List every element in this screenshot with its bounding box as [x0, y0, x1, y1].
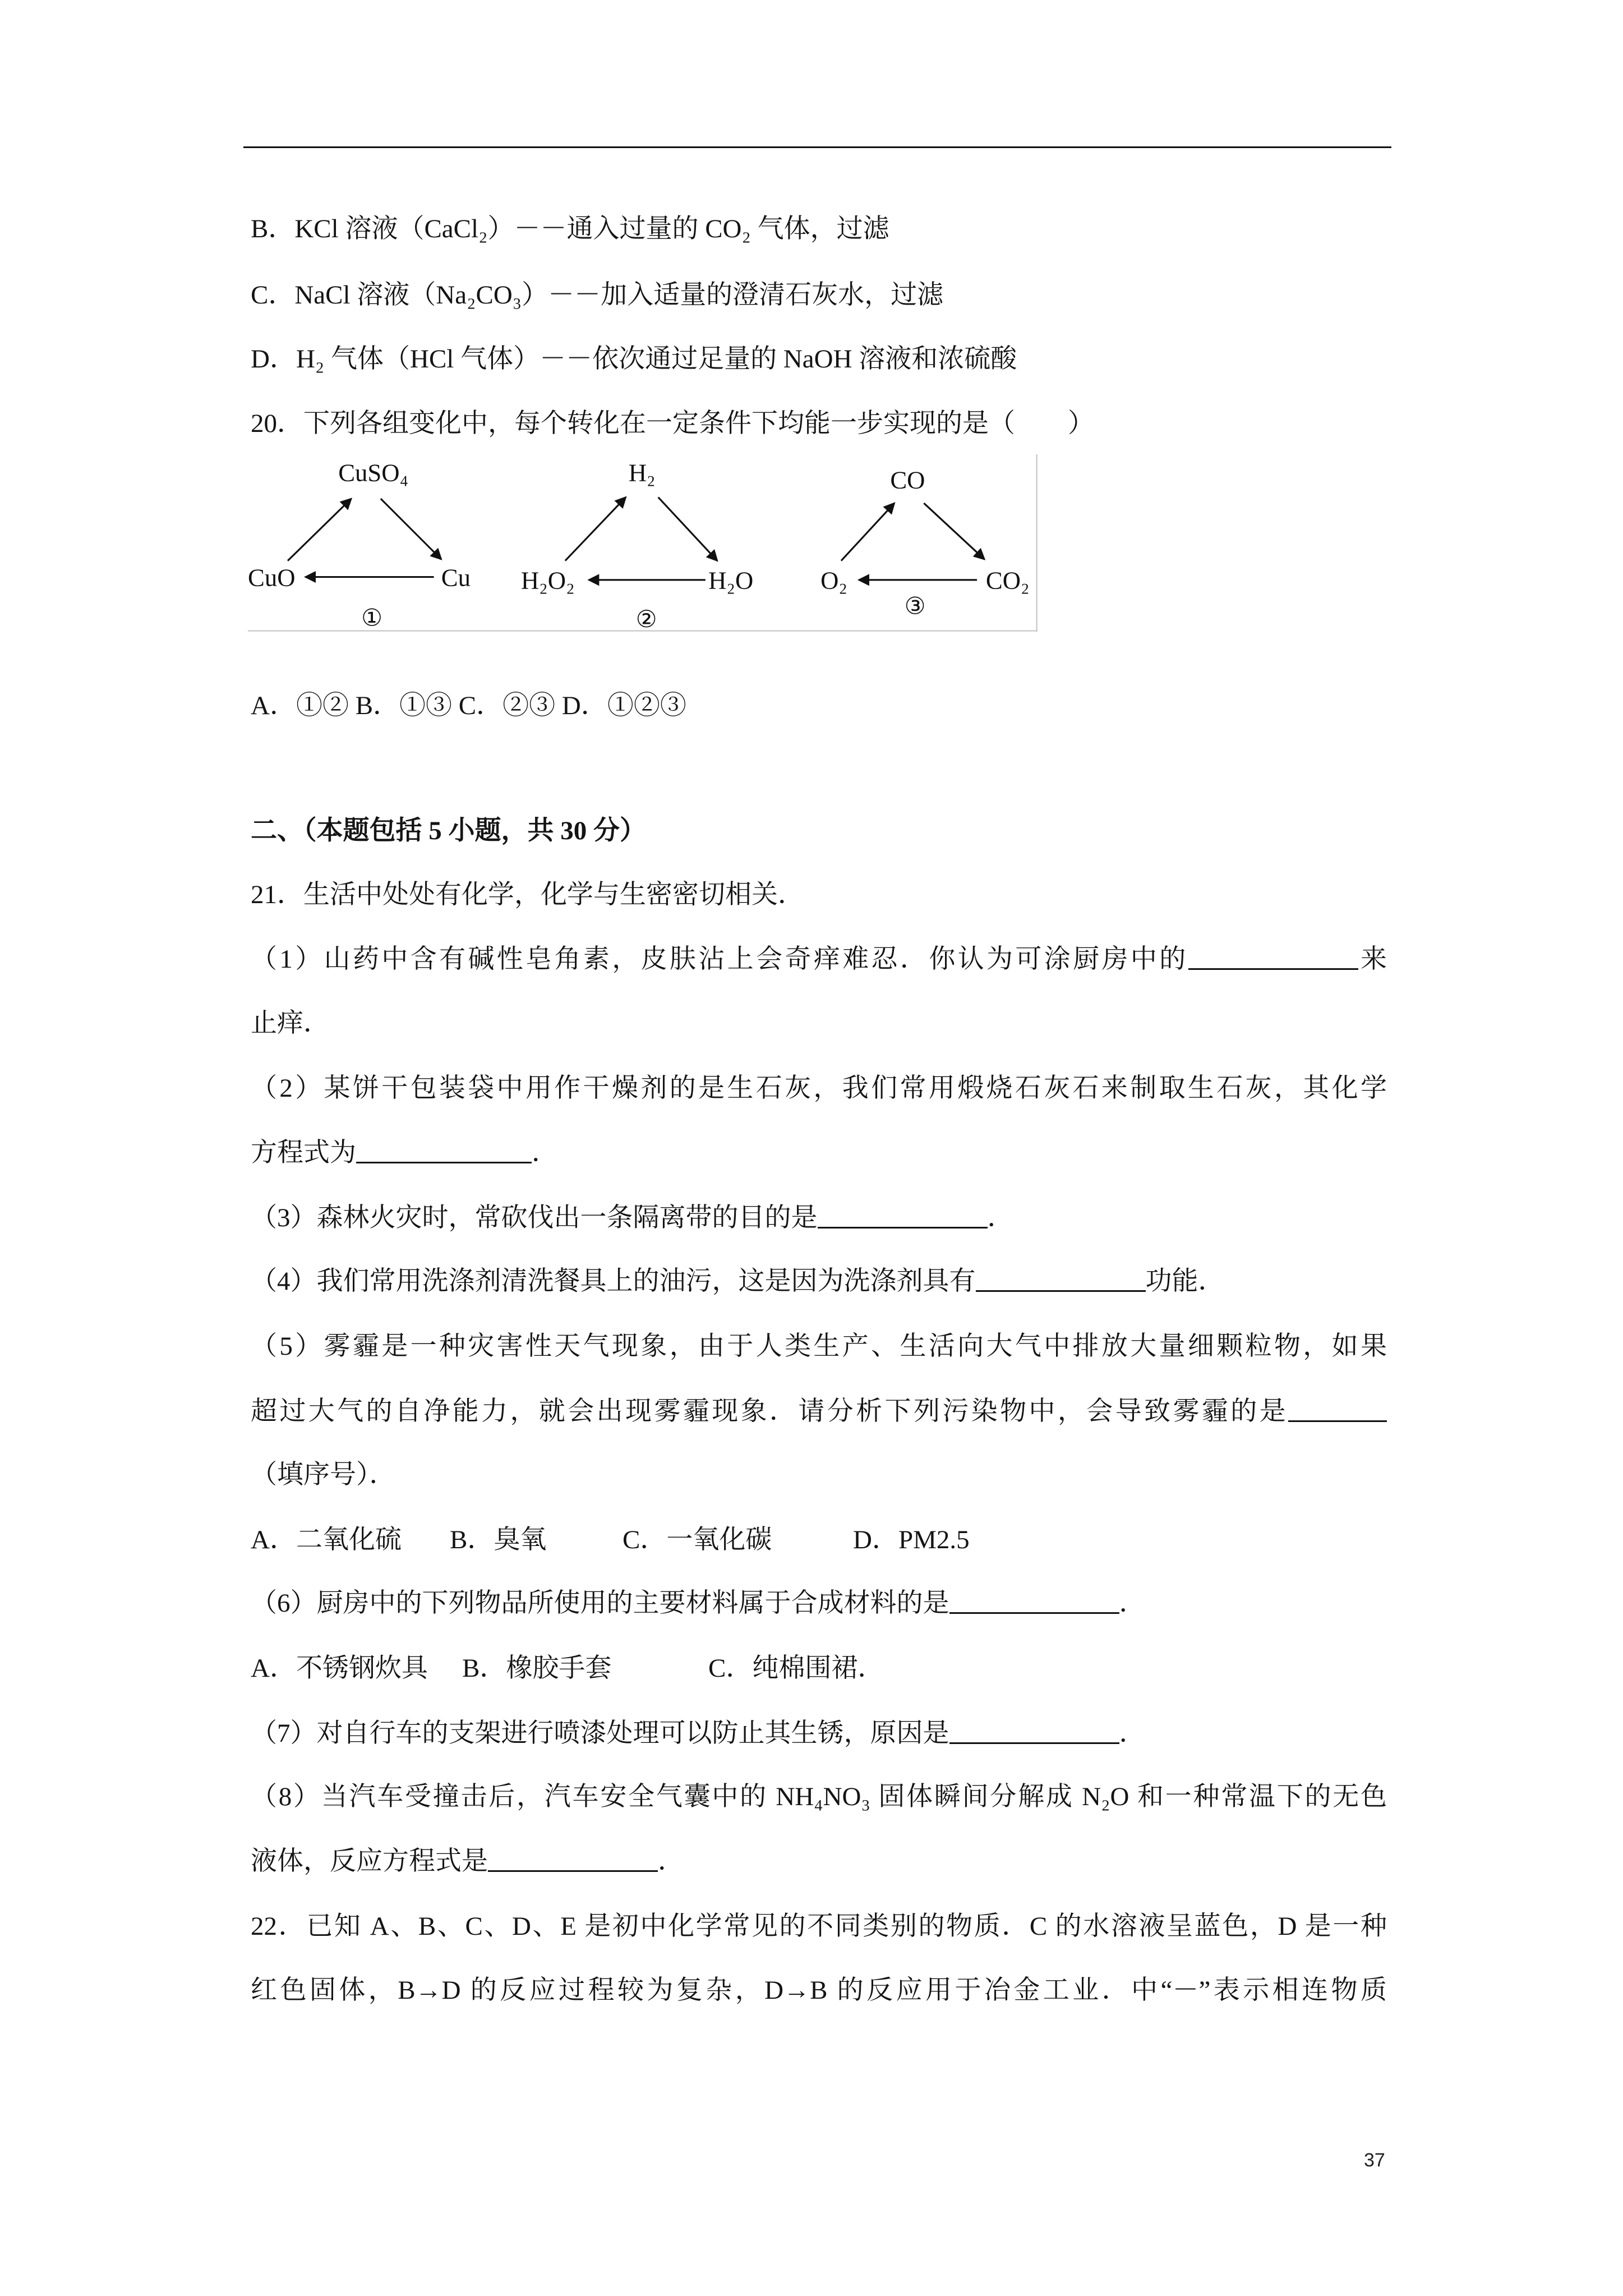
q21-part-5-line: （5）雾霾是一种灾害性天气现象，由于人类生产、生活向大气中排放大量细颗粒物，如果 [251, 1332, 1387, 1361]
option-b: B．臭氧 [450, 1525, 547, 1554]
option-c: C．一氧化碳 [623, 1525, 772, 1554]
q21-part-5-text: 超过大气的自净能力，就会出现雾霾现象．请分析下列污染物中，会导致雾霾的是 [251, 1397, 1288, 1426]
question-20-stem: 20．下列各组变化中，每个转化在一定条件下均能一步实现的是（ ） [251, 409, 1094, 438]
diagram-3-left-label: O₂ [820, 566, 848, 595]
diagram-1-number: ① [361, 604, 382, 632]
answer-blank [949, 1720, 1119, 1744]
option-a: A．不锈钢炊具 [251, 1654, 428, 1683]
q21-part-8-tail: ． [658, 1847, 684, 1876]
q21-part-2-text: 方程式为 [251, 1138, 356, 1167]
question-21-stem: 21．生活中处处有化学，化学与生密密切相关． [251, 880, 804, 909]
answer-blank [1288, 1398, 1387, 1422]
diagram-1-top-label: CuSO₄ [338, 458, 409, 487]
answer-blank [1188, 946, 1358, 970]
q21-part-3-text: （3）森林火灾时，常砍伐出一条隔离带的目的是 [251, 1203, 818, 1232]
q21-part-1-tail: 来 [1358, 945, 1387, 974]
diagram-1-left-label: CuO [248, 563, 296, 592]
option-line-b: B．KCl 溶液（CaCl₂）－－通入过量的 CO₂ 气体，过滤 [251, 214, 889, 243]
option-b: B．橡胶手套 [462, 1654, 612, 1683]
section-2-heading: 二、（本题包括 5 小题，共 30 分） [251, 816, 646, 845]
q21-part-5-continuation: （填序号）． [251, 1460, 396, 1489]
q21-part-3-line [251, 1202, 1387, 1234]
q21-part-6-tail: ． [1119, 1589, 1146, 1618]
q21-part-3-tail: ． [987, 1203, 1014, 1232]
q21-part-4-tail: 功能． [1145, 1267, 1225, 1296]
q21-part-8-text: 液体，反应方程式是 [251, 1847, 488, 1876]
option-line-c: C．NaCl 溶液（Na₂CO₃）－－加入适量的澄清石灰水，过滤 [251, 280, 944, 310]
q21-part-7-text: （7）对自行车的支架进行喷漆处理可以防止其生锈，原因是 [251, 1719, 949, 1748]
q21-part-2-tail: ． [532, 1138, 558, 1167]
option-line-d: D．H₂ 气体（HCl 气体）－－依次通过足量的 NaOH 溶液和浓硫酸 [251, 344, 1017, 374]
option-a: A．二氧化硫 [251, 1525, 402, 1554]
option-c: C．纯棉围裙． [708, 1654, 884, 1683]
reaction-arrow [924, 503, 984, 559]
diagram-3-number: ③ [904, 592, 926, 620]
q21-part-8-answer-line [251, 1845, 1387, 1878]
q21-part-5-options [251, 1524, 1387, 1556]
reaction-diagram [248, 454, 1038, 632]
question-20-choices: A．①② B．①③ C．②③ D．①②③ [251, 691, 686, 720]
answer-blank [356, 1139, 532, 1163]
q21-part-7-line [251, 1717, 1387, 1750]
reaction-arrow [565, 497, 626, 560]
q21-part-1-text: （1）山药中含有碱性皂角素，皮肤沾上会奇痒难忍．你认为可涂厨房中的 [251, 945, 1188, 974]
diagram-3-top-label: CO [890, 466, 925, 494]
question-22-line-1: 22．已知 A、B、C、D、E 是初中化学常见的不同类别的物质．C 的水溶液呈蓝色，D 是一种 [251, 1912, 1387, 1941]
reaction-arrow [658, 497, 717, 560]
reaction-arrow [288, 499, 351, 561]
q21-part-6-line [251, 1587, 1387, 1619]
diagram-2-top-label: H₂ [628, 458, 656, 487]
q21-part-4-line [251, 1265, 1387, 1297]
answer-blank [949, 1590, 1119, 1614]
q21-part-2-answer-line [251, 1137, 1387, 1169]
q21-part-8-line: （8）当汽车受撞击后，汽车安全气囊中的 NH₄NO₃ 固体瞬间分解成 N₂O 和一种常温下的无色 [251, 1782, 1387, 1811]
q21-part-5-answer-line [251, 1395, 1387, 1428]
q21-part-6-options [251, 1652, 1387, 1685]
reaction-arrow [841, 503, 895, 561]
q21-part-4-text: （4）我们常用洗涤剂清洗餐具上的油污，这是因为洗涤剂具有 [251, 1267, 976, 1296]
q21-part-1-line [251, 943, 1387, 976]
diagram-2-right-label: H₂O [708, 566, 754, 595]
diagram-2-number: ② [635, 605, 657, 632]
q21-part-2-line: （2）某饼干包装袋中用作干燥剂的是生石灰，我们常用煅烧石灰石来制取生石灰，其化学 [251, 1074, 1387, 1103]
page-number: 37 [1364, 2150, 1385, 2171]
answer-blank [818, 1204, 988, 1228]
option-d: D．PM2.5 [853, 1525, 970, 1554]
page-top-rule [243, 146, 1391, 148]
answer-blank [976, 1268, 1146, 1292]
q21-part-6-text: （6）厨房中的下列物品所使用的主要材料属于合成材料的是 [251, 1589, 949, 1618]
diagram-1-right-label: Cu [441, 563, 471, 592]
question-22-line-2: 红色固体，B→D 的反应过程较为复杂，D→B 的反应用于冶金工业．中“－”表示相连物质 [251, 1976, 1387, 2005]
diagram-3-right-label: CO₂ [985, 566, 1030, 595]
reaction-arrow [381, 499, 441, 559]
q21-part-7-tail: ． [1119, 1719, 1146, 1748]
q21-part-1-continuation: 止痒． [251, 1009, 330, 1038]
answer-blank [488, 1848, 658, 1872]
diagram-2-left-label: H₂O₂ [520, 566, 575, 595]
